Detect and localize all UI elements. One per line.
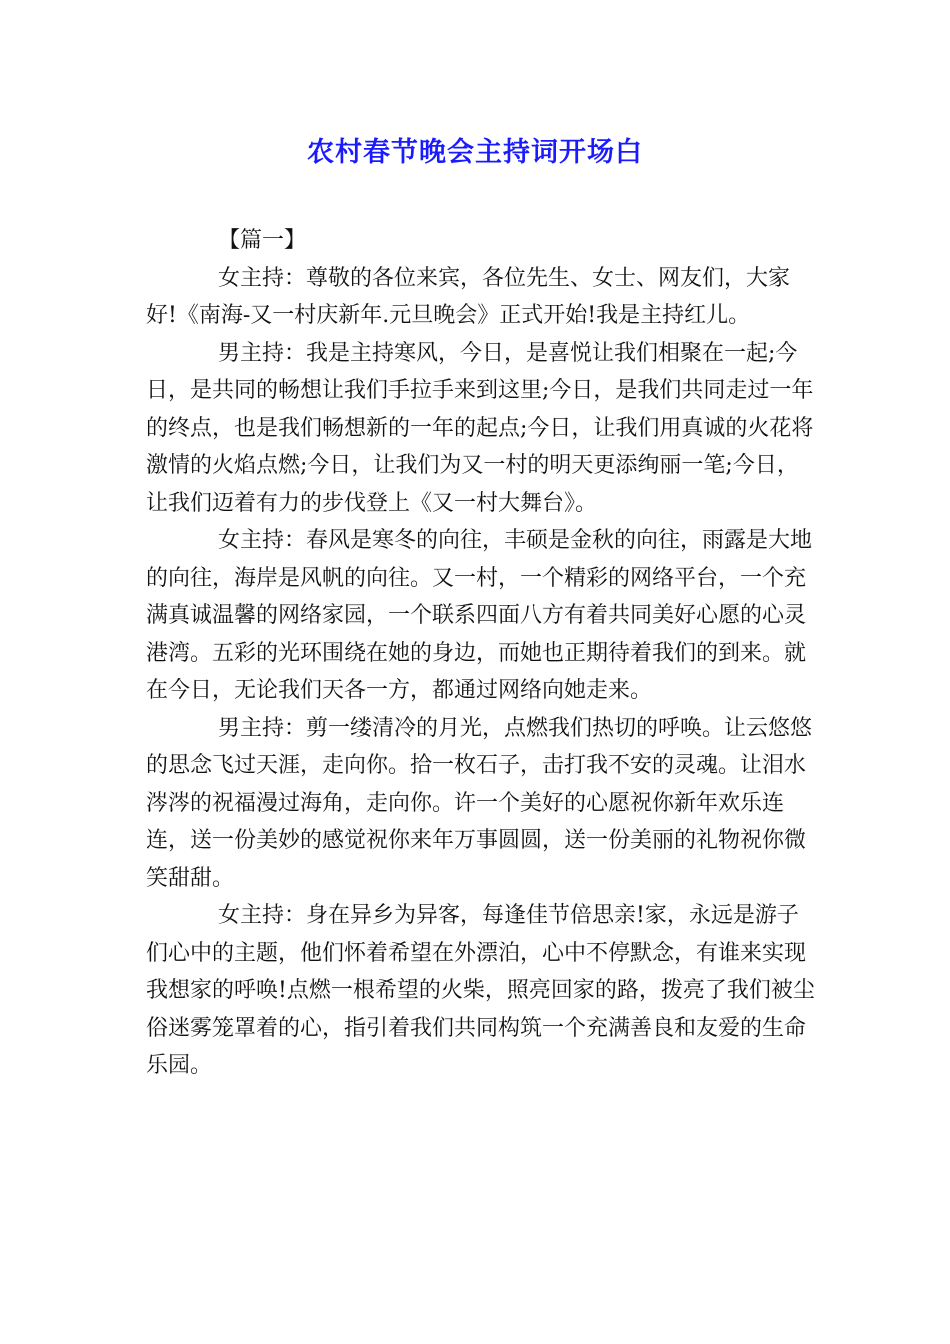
paragraph: 女主持：尊敬的各位来宾，各位先生、女士、网友们，大家好!《南海-又一村庆新年.元旦晚会》正式开始!我是主持红儿。 xyxy=(146,265,791,328)
paragraph: 男主持：剪一缕清冷的月光，点燃我们热切的呼唤。让云悠悠的思念飞过天涯，走向你。拾一枚石子，击打我不安的灵魂。让泪水涔涔的祝福漫过海角，走向你。许一个美好的心愿祝你新年欢乐连连，送一份美妙的感觉祝你来年万事圆圆，送一份美丽的礼物祝你微笑甜甜。 xyxy=(146,715,813,891)
paragraph: 女主持：春风是寒冬的向往，丰硕是金秋的向往，雨露是大地的向往，海岸是风帆的向往。又一村，一个精彩的网络平台，一个充满真诚温馨的网络家园，一个联系四面八方有着共同美好心愿的心灵港湾。五彩的光环围绕在她的身边，而她也正期待着我们的到来。就在今日，无论我们天各一方，都通过网络向她走来。 xyxy=(146,528,813,703)
section-label: 【篇一】 xyxy=(218,228,307,253)
document-body xyxy=(146,222,816,1085)
paragraph: 女主持：身在异乡为异客，每逢佳节倍思亲!家，永远是游子们心中的主题，他们怀着希望在外漂泊，心中不停默念，有谁来实现我想家的呼唤!点燃一根希望的火柴，照亮回家的路，拨亮了我们被尘俗迷雾笼罩着的心，指引着我们共同构筑一个充满善良和友爱的生命乐园。 xyxy=(146,903,815,1078)
page-title: 农村春节晚会主持词开场白 xyxy=(307,137,643,168)
paragraph: 男主持：我是主持寒风，今日，是喜悦让我们相聚在一起;今日，是共同的畅想让我们手拉手来到这里;今日，是我们共同走过一年的终点，也是我们畅想新的一年的起点;今日，让我们用真诚的火花将激情的火焰点燃;今日，让我们为又一村的明天更添绚丽一笔;今日，让我们迈着有力的步伐登上《又一村大舞台》。 xyxy=(146,340,814,516)
